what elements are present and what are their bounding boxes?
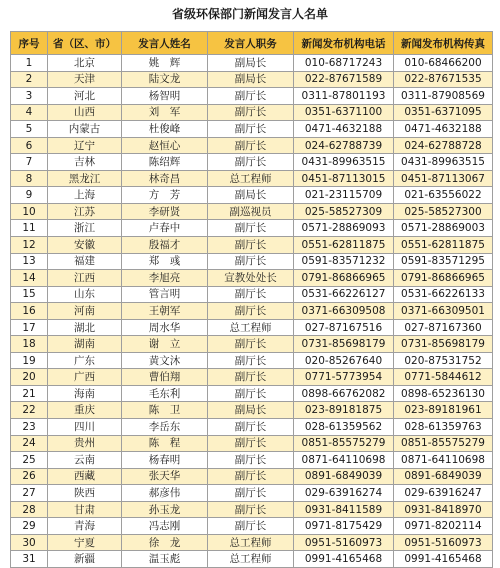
fax-cell: 0791-86866965 — [394, 270, 493, 287]
table-row — [11, 286, 493, 303]
phone-cell: 027-87167516 — [294, 319, 394, 336]
fax-cell: 0591-83571295 — [394, 253, 493, 270]
row-index: 1 — [11, 55, 48, 72]
table-row — [11, 55, 493, 72]
fax-cell: 0891-6849039 — [394, 468, 493, 485]
title-cell: 副厅长 — [208, 452, 294, 469]
header-phone: 新闻发布机构电话 — [294, 32, 394, 55]
title-cell: 副厅长 — [208, 485, 294, 502]
province-cell: 新疆 — [48, 551, 122, 568]
province-cell: 河南 — [48, 303, 122, 320]
name-cell: 黄文沐 — [122, 352, 208, 369]
phone-cell: 0731-85698179 — [294, 336, 394, 353]
fax-cell: 0371-66309501 — [394, 303, 493, 320]
row-index: 28 — [11, 501, 48, 518]
phone-cell: 0471-4632188 — [294, 121, 394, 138]
fax-cell: 0351-6371095 — [394, 104, 493, 121]
province-cell: 海南 — [48, 385, 122, 402]
phone-cell: 020-85267640 — [294, 352, 394, 369]
name-cell: 管言明 — [122, 286, 208, 303]
table-row — [11, 121, 493, 138]
phone-cell: 0971-8175429 — [294, 518, 394, 535]
phone-cell: 0591-83571232 — [294, 253, 394, 270]
name-cell: 李旭亮 — [122, 270, 208, 287]
province-cell: 湖北 — [48, 319, 122, 336]
fax-cell: 0898-65236130 — [394, 385, 493, 402]
phone-cell: 0991-4165468 — [294, 551, 394, 568]
phone-cell: 0531-66226127 — [294, 286, 394, 303]
table-row — [11, 154, 493, 171]
row-index: 2 — [11, 71, 48, 88]
phone-cell: 0951-5160973 — [294, 534, 394, 551]
phone-cell: 010-68717243 — [294, 55, 394, 72]
province-cell: 内蒙古 — [48, 121, 122, 138]
row-index: 15 — [11, 286, 48, 303]
row-index: 9 — [11, 187, 48, 204]
phone-cell: 0871-64110698 — [294, 452, 394, 469]
row-index: 16 — [11, 303, 48, 320]
title-cell: 副厅长 — [208, 303, 294, 320]
fax-cell: 0991-4165468 — [394, 551, 493, 568]
fax-cell: 0971-8202114 — [394, 518, 493, 535]
province-cell: 四川 — [48, 419, 122, 436]
row-index: 31 — [11, 551, 48, 568]
title-cell: 副局长 — [208, 187, 294, 204]
row-index: 6 — [11, 137, 48, 154]
title-cell: 副厅长 — [208, 336, 294, 353]
name-cell: 方 芳 — [122, 187, 208, 204]
name-cell: 杨智明 — [122, 88, 208, 105]
phone-cell: 0851-85575279 — [294, 435, 394, 452]
province-cell: 云南 — [48, 452, 122, 469]
title-cell: 副厅长 — [208, 253, 294, 270]
phone-cell: 029-63916274 — [294, 485, 394, 502]
table-row — [11, 237, 493, 254]
province-cell: 江苏 — [48, 203, 122, 220]
title-cell: 总工程师 — [208, 534, 294, 551]
province-cell: 宁夏 — [48, 534, 122, 551]
fax-cell: 0451-87113067 — [394, 170, 493, 187]
name-cell: 张天华 — [122, 468, 208, 485]
row-index: 30 — [11, 534, 48, 551]
table-row — [11, 303, 493, 320]
row-index: 11 — [11, 220, 48, 237]
table-row — [11, 352, 493, 369]
phone-cell: 024-62788739 — [294, 137, 394, 154]
name-cell: 陈绍辉 — [122, 154, 208, 171]
title-cell: 副厅长 — [208, 385, 294, 402]
row-index: 10 — [11, 203, 48, 220]
title-cell: 副巡视员 — [208, 203, 294, 220]
table-row — [11, 534, 493, 551]
fax-cell: 0951-5160973 — [394, 534, 493, 551]
name-cell: 曹伯翔 — [122, 369, 208, 386]
fax-cell: 0551-62811875 — [394, 237, 493, 254]
name-cell: 赵恒心 — [122, 137, 208, 154]
phone-cell: 021-23115709 — [294, 187, 394, 204]
header-province: 省（区、市） — [48, 32, 122, 55]
name-cell: 王朝军 — [122, 303, 208, 320]
table-row — [11, 104, 493, 121]
row-index: 27 — [11, 485, 48, 502]
table-row — [11, 435, 493, 452]
table-row — [11, 137, 493, 154]
phone-cell: 0371-66309508 — [294, 303, 394, 320]
province-cell: 西藏 — [48, 468, 122, 485]
row-index: 19 — [11, 352, 48, 369]
name-cell: 温玉彪 — [122, 551, 208, 568]
row-index: 20 — [11, 369, 48, 386]
province-cell: 上海 — [48, 187, 122, 204]
table-row — [11, 485, 493, 502]
title-cell: 副厅长 — [208, 419, 294, 436]
province-cell: 北京 — [48, 55, 122, 72]
fax-cell: 0731-85698179 — [394, 336, 493, 353]
fax-cell: 0531-66226133 — [394, 286, 493, 303]
row-index: 5 — [11, 121, 48, 138]
header-index: 序号 — [11, 32, 48, 55]
table-row — [11, 468, 493, 485]
row-index: 23 — [11, 419, 48, 436]
fax-cell: 020-87531752 — [394, 352, 493, 369]
fax-cell: 0571-28869003 — [394, 220, 493, 237]
name-cell: 林奇昌 — [122, 170, 208, 187]
name-cell: 杜俊峰 — [122, 121, 208, 138]
name-cell: 郑 彧 — [122, 253, 208, 270]
name-cell: 周水华 — [122, 319, 208, 336]
province-cell: 湖南 — [48, 336, 122, 353]
title-cell: 总工程师 — [208, 319, 294, 336]
row-index: 29 — [11, 518, 48, 535]
title-cell: 副厅长 — [208, 104, 294, 121]
title-cell: 副厅长 — [208, 369, 294, 386]
title-cell: 总工程师 — [208, 551, 294, 568]
phone-cell: 025-58527309 — [294, 203, 394, 220]
header-spokesperson-title: 发言人职务 — [208, 32, 294, 55]
fax-cell: 023-89181961 — [394, 402, 493, 419]
row-index: 17 — [11, 319, 48, 336]
row-index: 21 — [11, 385, 48, 402]
phone-cell: 0791-86866965 — [294, 270, 394, 287]
table-body — [11, 55, 493, 568]
phone-cell: 0771-5773954 — [294, 369, 394, 386]
fax-cell: 0771-5844612 — [394, 369, 493, 386]
name-cell: 徐 龙 — [122, 534, 208, 551]
title-cell: 副厅长 — [208, 154, 294, 171]
row-index: 3 — [11, 88, 48, 105]
phone-cell: 028-61359562 — [294, 419, 394, 436]
table-row — [11, 203, 493, 220]
phone-cell: 0891-6849039 — [294, 468, 394, 485]
table-row — [11, 369, 493, 386]
title-cell: 副厅长 — [208, 220, 294, 237]
row-index: 4 — [11, 104, 48, 121]
title-cell: 副厅长 — [208, 286, 294, 303]
table-row — [11, 88, 493, 105]
phone-cell: 0571-28869093 — [294, 220, 394, 237]
phone-cell: 0451-87113015 — [294, 170, 394, 187]
name-cell: 郝彦伟 — [122, 485, 208, 502]
phone-cell: 0311-87801193 — [294, 88, 394, 105]
name-cell: 李岳东 — [122, 419, 208, 436]
name-cell: 杨春明 — [122, 452, 208, 469]
name-cell: 殷福才 — [122, 237, 208, 254]
province-cell: 甘肃 — [48, 501, 122, 518]
phone-cell: 0551-62811875 — [294, 237, 394, 254]
province-cell: 广西 — [48, 369, 122, 386]
title-cell: 副厅长 — [208, 137, 294, 154]
name-cell: 李研贤 — [122, 203, 208, 220]
fax-cell: 028-61359763 — [394, 419, 493, 436]
table-row — [11, 253, 493, 270]
province-cell: 山东 — [48, 286, 122, 303]
table-row — [11, 336, 493, 353]
fax-cell: 0851-85575279 — [394, 435, 493, 452]
province-cell: 吉林 — [48, 154, 122, 171]
fax-cell: 0431-89963515 — [394, 154, 493, 171]
fax-cell: 010-68466200 — [394, 55, 493, 72]
fax-cell: 029-63916247 — [394, 485, 493, 502]
table-row — [11, 187, 493, 204]
title-cell: 副厅长 — [208, 501, 294, 518]
fax-cell: 024-62788728 — [394, 137, 493, 154]
province-cell: 陕西 — [48, 485, 122, 502]
row-index: 25 — [11, 452, 48, 469]
name-cell: 卢春中 — [122, 220, 208, 237]
province-cell: 辽宁 — [48, 137, 122, 154]
header-spokesperson-name: 发言人姓名 — [122, 32, 208, 55]
name-cell: 陈 程 — [122, 435, 208, 452]
row-index: 8 — [11, 170, 48, 187]
province-cell: 黑龙江 — [48, 170, 122, 187]
table-row — [11, 551, 493, 568]
phone-cell: 0931-8411589 — [294, 501, 394, 518]
table-row — [11, 220, 493, 237]
row-index: 26 — [11, 468, 48, 485]
table-row — [11, 402, 493, 419]
fax-cell: 0871-64110698 — [394, 452, 493, 469]
province-cell: 江西 — [48, 270, 122, 287]
phone-cell: 0431-89963515 — [294, 154, 394, 171]
province-cell: 青海 — [48, 518, 122, 535]
title-cell: 总工程师 — [208, 170, 294, 187]
title-cell: 副厅长 — [208, 121, 294, 138]
phone-cell: 0351-6371100 — [294, 104, 394, 121]
fax-cell: 0311-87908569 — [394, 88, 493, 105]
table-row — [11, 419, 493, 436]
title-cell: 副局长 — [208, 55, 294, 72]
row-index: 22 — [11, 402, 48, 419]
fax-cell: 025-58527300 — [394, 203, 493, 220]
document-title: 省级环保部门新闻发言人名单 — [171, 7, 328, 21]
table-row — [11, 71, 493, 88]
name-cell: 孙玉龙 — [122, 501, 208, 518]
province-cell: 天津 — [48, 71, 122, 88]
table-header-row — [11, 32, 493, 55]
name-cell: 姚 辉 — [122, 55, 208, 72]
fax-cell: 027-87167360 — [394, 319, 493, 336]
name-cell: 陈 卫 — [122, 402, 208, 419]
table-row — [11, 518, 493, 535]
fax-cell: 0931-8418970 — [394, 501, 493, 518]
table-row — [11, 319, 493, 336]
phone-cell: 023-89181875 — [294, 402, 394, 419]
title-cell: 副厅长 — [208, 518, 294, 535]
name-cell: 谢 立 — [122, 336, 208, 353]
table-row — [11, 170, 493, 187]
name-cell: 刘 军 — [122, 104, 208, 121]
row-index: 14 — [11, 270, 48, 287]
title-cell: 副厅长 — [208, 435, 294, 452]
province-cell: 广东 — [48, 352, 122, 369]
row-index: 7 — [11, 154, 48, 171]
table-row — [11, 452, 493, 469]
row-index: 12 — [11, 237, 48, 254]
title-cell: 副厅长 — [208, 352, 294, 369]
province-cell: 福建 — [48, 253, 122, 270]
title-cell: 副厅长 — [208, 88, 294, 105]
title-cell: 副局长 — [208, 71, 294, 88]
title-cell: 副局长 — [208, 402, 294, 419]
spokesperson-table — [10, 31, 493, 568]
fax-cell: 022-87671535 — [394, 71, 493, 88]
fax-cell: 0471-4632188 — [394, 121, 493, 138]
province-cell: 山西 — [48, 104, 122, 121]
fax-cell: 021-63556022 — [394, 187, 493, 204]
province-cell: 重庆 — [48, 402, 122, 419]
province-cell: 贵州 — [48, 435, 122, 452]
province-cell: 浙江 — [48, 220, 122, 237]
title-cell: 副厅长 — [208, 237, 294, 254]
title-cell: 副厅长 — [208, 468, 294, 485]
row-index: 13 — [11, 253, 48, 270]
header-fax: 新闻发布机构传真 — [394, 32, 493, 55]
table-row — [11, 270, 493, 287]
name-cell: 陆文龙 — [122, 71, 208, 88]
province-cell: 安徽 — [48, 237, 122, 254]
table-row — [11, 385, 493, 402]
province-cell: 河北 — [48, 88, 122, 105]
row-index: 24 — [11, 435, 48, 452]
row-index: 18 — [11, 336, 48, 353]
title-cell: 宣教处处长 — [208, 270, 294, 287]
phone-cell: 022-87671589 — [294, 71, 394, 88]
name-cell: 冯志刚 — [122, 518, 208, 535]
phone-cell: 0898-66762082 — [294, 385, 394, 402]
table-row — [11, 501, 493, 518]
name-cell: 毛东利 — [122, 385, 208, 402]
